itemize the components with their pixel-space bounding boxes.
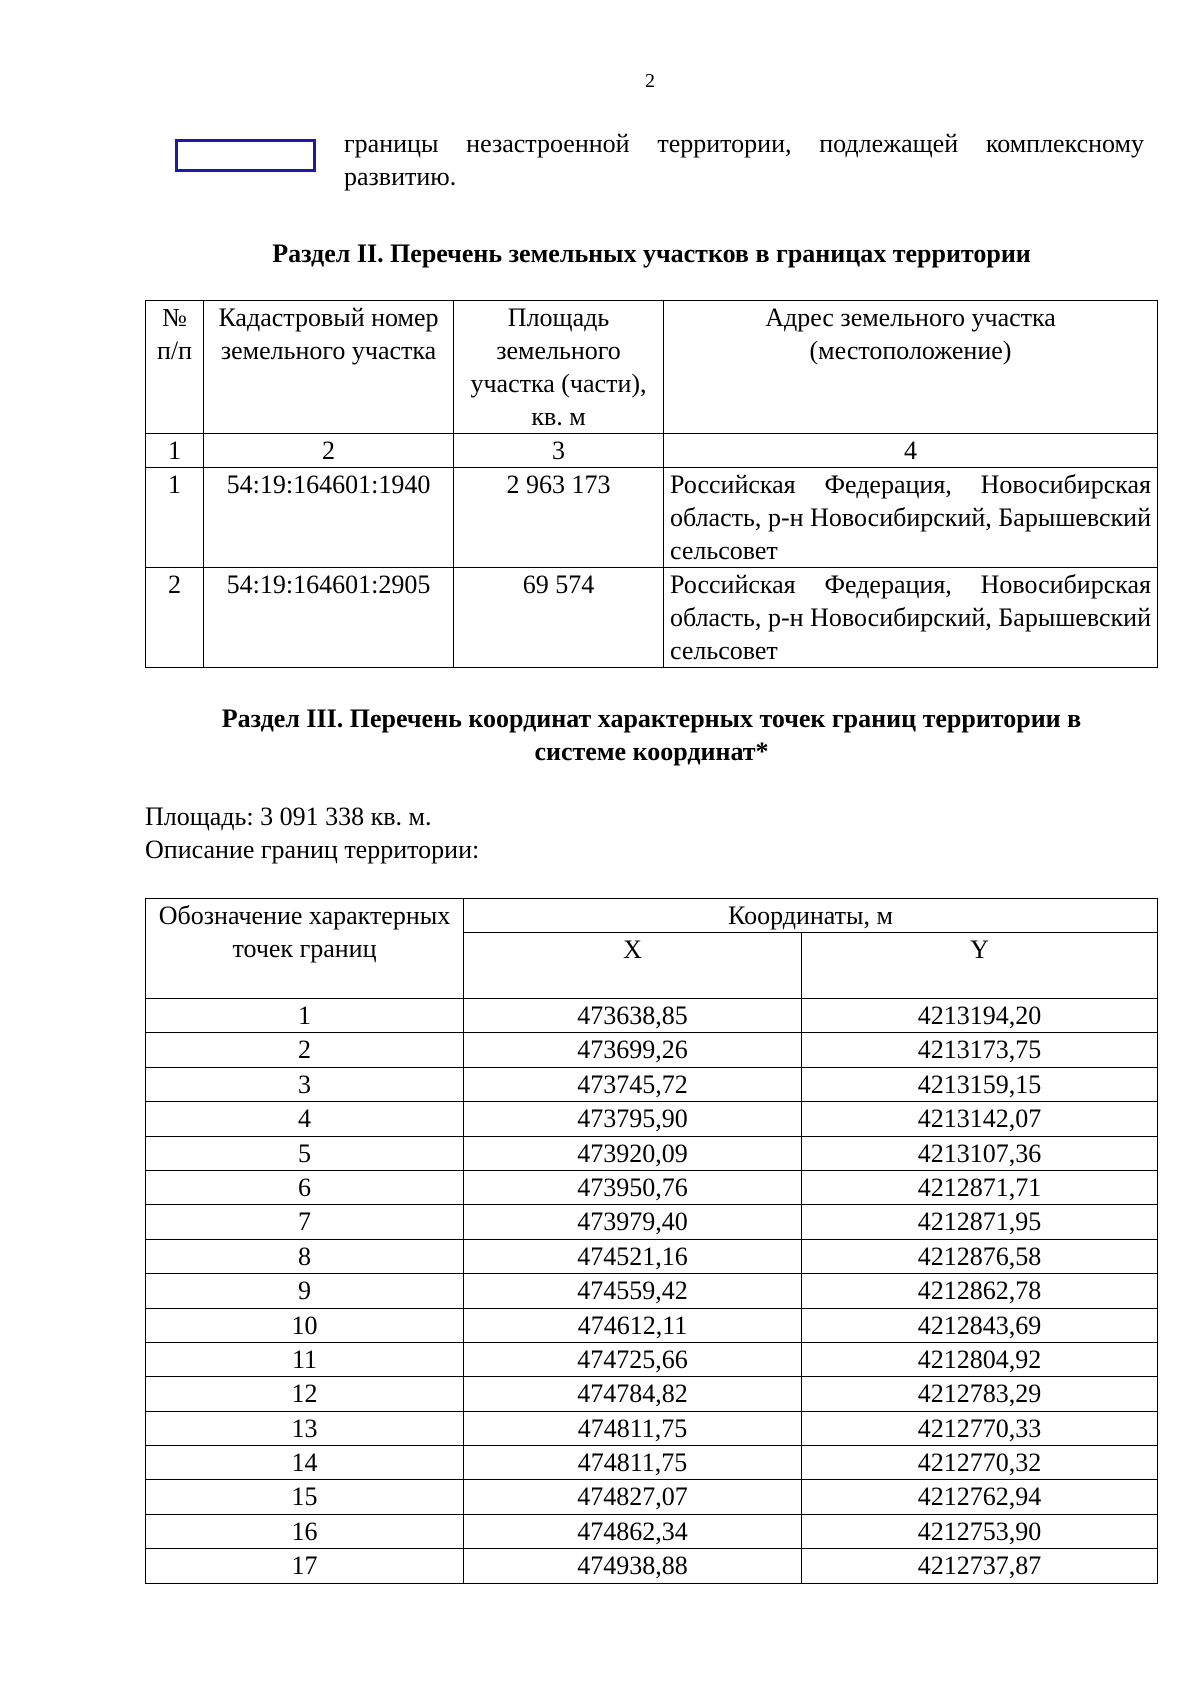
col-number: 1 [146,434,204,468]
point-number: 4 [146,1102,464,1136]
table-row [146,1274,1158,1308]
coord-y: 4212804,92 [802,1342,1158,1376]
coord-x: 474811,75 [464,1411,802,1445]
coord-x: 474811,75 [464,1446,802,1480]
coord-y: 4212753,90 [802,1514,1158,1548]
coord-x: 474559,42 [464,1274,802,1308]
section-3-title: Раздел III. Перечень координат характерных точек границ территории в системе координат* [221,704,1082,766]
coord-x: 474862,34 [464,1514,802,1548]
coord-y: 4212871,71 [802,1170,1158,1204]
coord-y: 4212737,87 [802,1549,1158,1583]
coordinates-table [145,898,1158,1584]
header-x: X [464,933,802,999]
boundary-legend-symbol [175,139,316,172]
cadastral-number: 54:19:164601:1940 [204,468,454,568]
plot-area: 69 574 [454,568,664,668]
point-number: 9 [146,1274,464,1308]
table-row [146,1446,1158,1480]
point-number: 2 [146,1033,464,1067]
point-number: 7 [146,1205,464,1239]
table-row [146,1102,1158,1136]
coord-y: 4213107,36 [802,1136,1158,1170]
coord-y: 4212876,58 [802,1239,1158,1273]
coord-y: 4212770,33 [802,1411,1158,1445]
coord-y: 4212843,69 [802,1308,1158,1342]
page-number: 2 [645,70,655,92]
coord-y: 4212762,94 [802,1480,1158,1514]
point-number: 12 [146,1377,464,1411]
table-row [146,1136,1158,1170]
header-area: Площадь земельного участка (части), кв. м [454,301,664,434]
table-row [146,1480,1158,1514]
table-row [146,1170,1158,1204]
header-address: Адрес земельного участка (местоположение) [664,301,1158,434]
coord-x: 473920,09 [464,1136,802,1170]
point-number: 10 [146,1308,464,1342]
point-number: 13 [146,1411,464,1445]
coord-x: 474827,07 [464,1480,802,1514]
table-row [146,1239,1158,1273]
coord-x: 473699,26 [464,1033,802,1067]
total-area: Площадь: 3 091 338 кв. м. [145,802,432,831]
coord-y: 4212783,29 [802,1377,1158,1411]
coord-x: 473638,85 [464,999,802,1033]
table-row [146,1067,1158,1101]
table-row [146,468,1158,568]
coord-x: 473979,40 [464,1205,802,1239]
coord-y: 4212871,95 [802,1205,1158,1239]
header-point: Обозначение характерных точек границ [146,899,464,999]
coord-x: 474612,11 [464,1308,802,1342]
table-row [146,1514,1158,1548]
point-number: 3 [146,1067,464,1101]
point-number: 15 [146,1480,464,1514]
land-plots-table [145,300,1158,668]
plot-area: 2 963 173 [454,468,664,568]
plot-address: Российская Федерация, Новосибирская область, р-н Новосибирский, Барышевский сельсовет [664,568,1158,668]
coord-x: 473950,76 [464,1170,802,1204]
coord-y: 4213142,07 [802,1102,1158,1136]
cadastral-number: 54:19:164601:2905 [204,568,454,668]
point-number: 14 [146,1446,464,1480]
table-row [146,1377,1158,1411]
point-number: 11 [146,1342,464,1376]
point-number: 16 [146,1514,464,1548]
table-row [146,1205,1158,1239]
col-number: 3 [454,434,664,468]
point-number: 1 [146,999,464,1033]
coord-x: 473795,90 [464,1102,802,1136]
table-row [146,568,1158,668]
table-row [146,1549,1158,1583]
col-number: 4 [664,434,1158,468]
point-number: 8 [146,1239,464,1273]
header-coordinates: Координаты, м [464,899,1158,933]
header-number: № п/п [146,301,204,434]
coord-x: 474725,66 [464,1342,802,1376]
coord-x: 474784,82 [464,1377,802,1411]
plot-address: Российская Федерация, Новосибирская область, р-н Новосибирский, Барышевский сельсовет [664,468,1158,568]
point-number: 5 [146,1136,464,1170]
boundary-legend-text: границы незастроенной территории, подлежащей комплексному развитию. [344,129,1144,191]
row-number: 2 [146,568,204,668]
header-cadastral: Кадастровый номер земельного участка [204,301,454,434]
point-number: 17 [146,1549,464,1583]
col-number: 2 [204,434,454,468]
point-number: 6 [146,1170,464,1204]
table-row [146,1308,1158,1342]
header-y: Y [802,933,1158,999]
section-2-title: Раздел II. Перечень земельных участков в границах территории [272,239,1031,268]
table-row [146,999,1158,1033]
coord-y: 4212770,32 [802,1446,1158,1480]
coord-y: 4213173,75 [802,1033,1158,1067]
coord-y: 4213194,20 [802,999,1158,1033]
coord-y: 4212862,78 [802,1274,1158,1308]
table-row [146,1033,1158,1067]
row-number: 1 [146,468,204,568]
coord-x: 474521,16 [464,1239,802,1273]
coord-x: 474938,88 [464,1549,802,1583]
coord-x: 473745,72 [464,1067,802,1101]
table-row [146,1342,1158,1376]
coord-y: 4213159,15 [802,1067,1158,1101]
boundary-description-label: Описание границ территории: [145,835,480,864]
table-row [146,1411,1158,1445]
